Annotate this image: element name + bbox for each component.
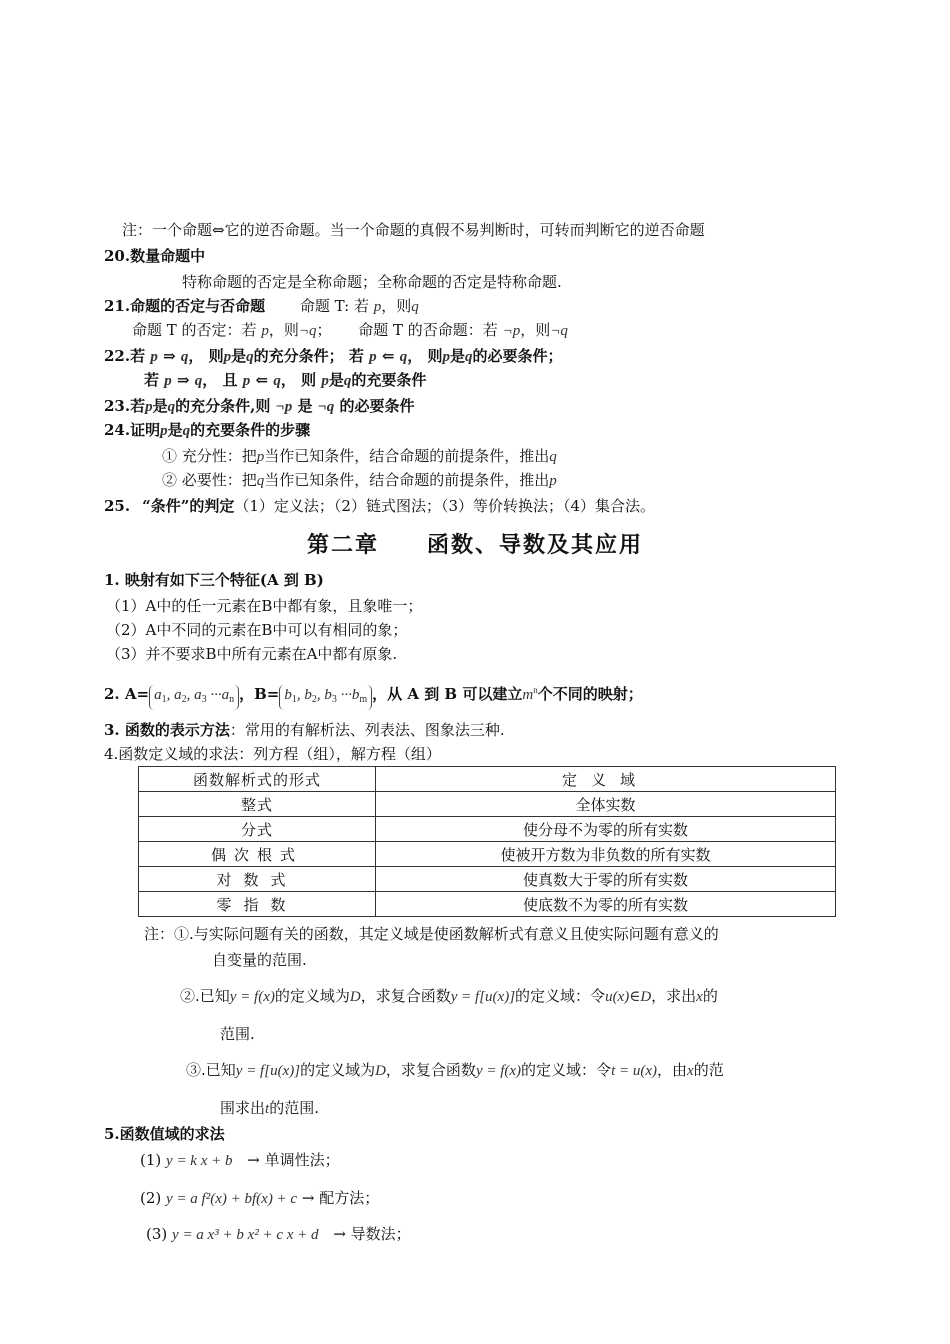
section-21-negations: 命题 T 的否定：若 p，则¬q； 命题 T 的否命题：若 ¬p，则¬q [132,321,568,339]
c4-title: 4.函数定义域的求法：列方程（组），解方程（组） [104,745,441,763]
table-cell: 偶次根式 [139,842,376,867]
table-cell: 零指数 [139,892,376,917]
domain-table [138,766,836,917]
c2-mapping-count: 2. $A= a_1$, $a_2$, $a_3 \cdot\cdot\cdot a_n$ ，$B= b_1$, $b_2$, $b_3 \cdot\cdot\cdot b_m$ ，从 A 到 B 可以建立$m^n$个不同的映射； [104,680,643,710]
table-header-row [139,767,836,792]
section-20-heading: 20.数量命题中 [104,247,206,265]
section-24-step2: ② 必要性：把q当作已知条件，结合命题的前提条件，推出p [162,471,557,489]
table-cell: 分式 [139,817,376,842]
table-cell: 全体实数 [376,792,836,817]
c5-title: 5.函数值域的求法 [104,1125,225,1143]
c3-representation: 3. 函数的表示方法：常用的有解析法、列表法、图象法三种. [104,721,505,739]
note-3-line-1: ③.已知y = f[u(x)]的定义域为D，求复合函数y = f(x)的定义域：令t = u(x)，由x的范 [186,1061,724,1079]
c1-item-2: （2）A中不同的元素在B中可以有相同的象； [106,621,408,639]
table-cell: 使底数不为零的所有实数 [376,892,836,917]
section-21-heading: 21.命题的否定与否命题 命题 T: 若 p，则q [104,297,419,315]
table-header: 定义域 [376,767,836,792]
table-row [139,842,836,867]
c1-title: 1. 映射有如下三个特征(A 到 B) [104,571,324,589]
table-cell: 使分母不为零的所有实数 [376,817,836,842]
section-24-step1: ① 充分性：把p当作已知条件，结合命题的前提条件，推出q [162,447,557,465]
section-23: 23.若p是q的充分条件,则 ¬p 是 ¬q 的必要条件 [104,397,415,415]
table-cell: 使真数大于零的所有实数 [376,867,836,892]
c5-method-1: (1) y = k x + b → 单调性法； [140,1151,340,1169]
section-20-body: 特称命题的否定是全称命题；全称命题的否定是特称命题. [182,273,562,291]
table-row [139,817,836,842]
section-24-heading: 24.证明p是q的充要条件的步骤 [104,421,311,439]
table-cell: 使被开方数为非负数的所有实数 [376,842,836,867]
c5-method-3: (3) y = a x³ + b x² + c x + d → 导数法； [146,1225,411,1243]
section-25: 25. “条件”的判定（1）定义法；（2）链式图法；（3）等价转换法；（4）集合法。 [104,497,656,515]
section-22-line2: 若 p ⇒ q， 且 p ⇐ q， 则 p是q的充要条件 [144,371,427,389]
note-contrapositive: 注：一个命题⇔它的逆否命题。当一个命题的真假不易判断时，可转而判断它的逆否命题 [122,221,705,239]
c1-item-3: （3）并不要求B中所有元素在A中都有原象. [106,645,398,663]
c1-item-1: （1）A中的任一元素在B中都有象，且象唯一； [106,597,423,615]
table-cell: 对数式 [139,867,376,892]
c5-method-2: (2) y = a f²(x) + bf(x) + c → 配方法； [140,1189,380,1207]
chapter-title: 第二章 函数、导数及其应用 [306,532,643,558]
table-cell: 整式 [139,792,376,817]
table-header: 函数解析式的形式 [139,767,376,792]
note-2-line-1: ②.已知y = f(x)的定义域为D，求复合函数y = f[u(x)]的定义域：令u(x)∈D，求出x的 [180,987,718,1005]
note-1-line-2: 自变量的范围. [212,951,307,969]
note-3-line-2: 围求出t的范围. [220,1099,319,1117]
table-row [139,867,836,892]
section-22-line1: 22.若 p ⇒ q， 则p是q的充分条件； 若 p ⇐ q， 则p是q的必要条件； [104,347,563,365]
table-row [139,892,836,917]
note-1-line-1: 注：①.与实际问题有关的函数，其定义域是使函数解析式有意义且使实际问题有意义的 [144,925,719,943]
table-row [139,792,836,817]
note-2-line-2: 范围. [220,1025,255,1043]
